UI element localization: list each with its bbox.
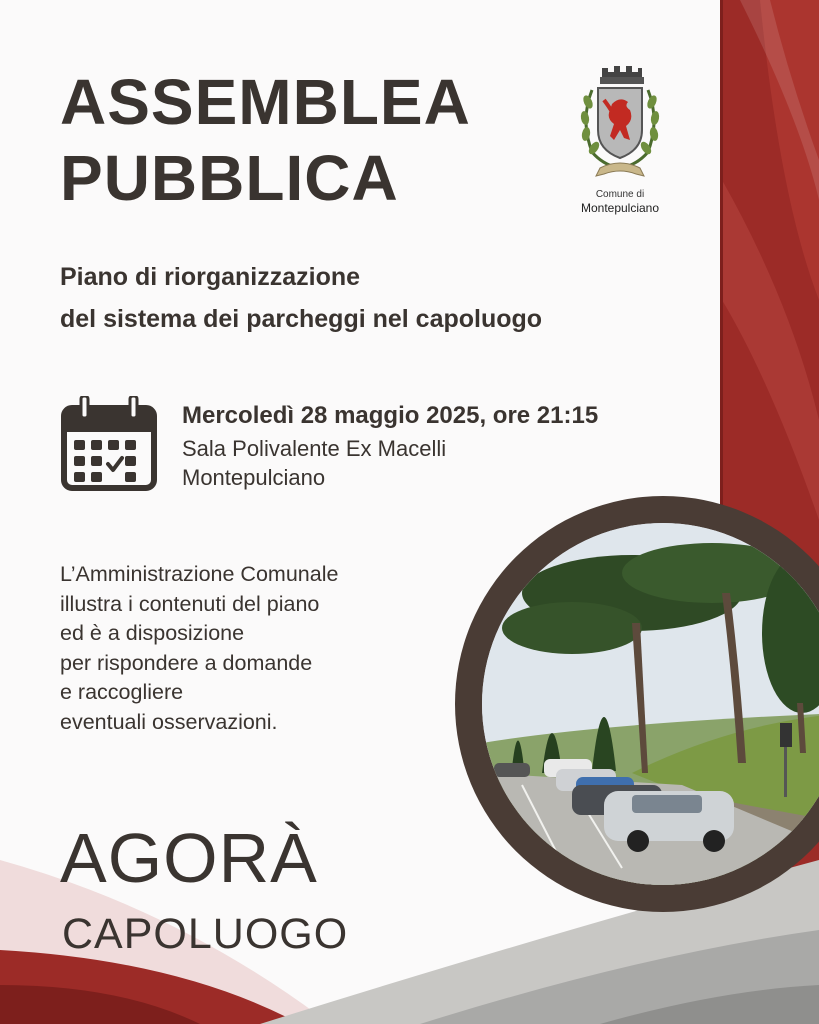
- event-city: Montepulciano: [182, 465, 326, 490]
- description-line: illustra i contenuti del piano: [60, 591, 320, 616]
- subtitle: [60, 256, 542, 340]
- footer-agora: AGORÀ: [60, 819, 318, 897]
- description-line: e raccogliere: [60, 680, 184, 704]
- title-line-2: PUBBLICA: [60, 142, 399, 214]
- title-line-1: ASSEMBLEA: [60, 66, 471, 138]
- event-venue: Sala Polivalente Ex Macelli: [182, 436, 447, 461]
- calendar-icon: [60, 396, 158, 492]
- page-title: [60, 64, 471, 216]
- coat-of-arms-icon: [574, 60, 666, 188]
- description: [60, 560, 338, 737]
- parking-lot-image: [482, 523, 819, 885]
- event-details: [182, 398, 598, 492]
- description-line: L’Amministrazione Comunale: [60, 562, 339, 586]
- subtitle-line-1: Piano di riorganizzazione: [60, 263, 361, 291]
- parking-photo: [482, 523, 819, 885]
- description-line: eventuali osservazioni.: [60, 709, 278, 734]
- municipality-logo: [570, 60, 670, 215]
- event-icon: [60, 396, 158, 497]
- description-line: per rispondere a domande: [60, 650, 313, 675]
- footer-area: CAPOLUOGO: [62, 910, 349, 958]
- subtitle-line-2: del sistema dei parcheggi nel capoluogo: [60, 305, 543, 333]
- event-date-time: Mercoledì 28 maggio 2025, ore 21:15: [182, 402, 599, 429]
- logo-label-small: Comune di: [595, 189, 645, 200]
- description-line: ed è a disposizione: [60, 621, 245, 645]
- logo-label-town: Montepulciano: [580, 201, 660, 215]
